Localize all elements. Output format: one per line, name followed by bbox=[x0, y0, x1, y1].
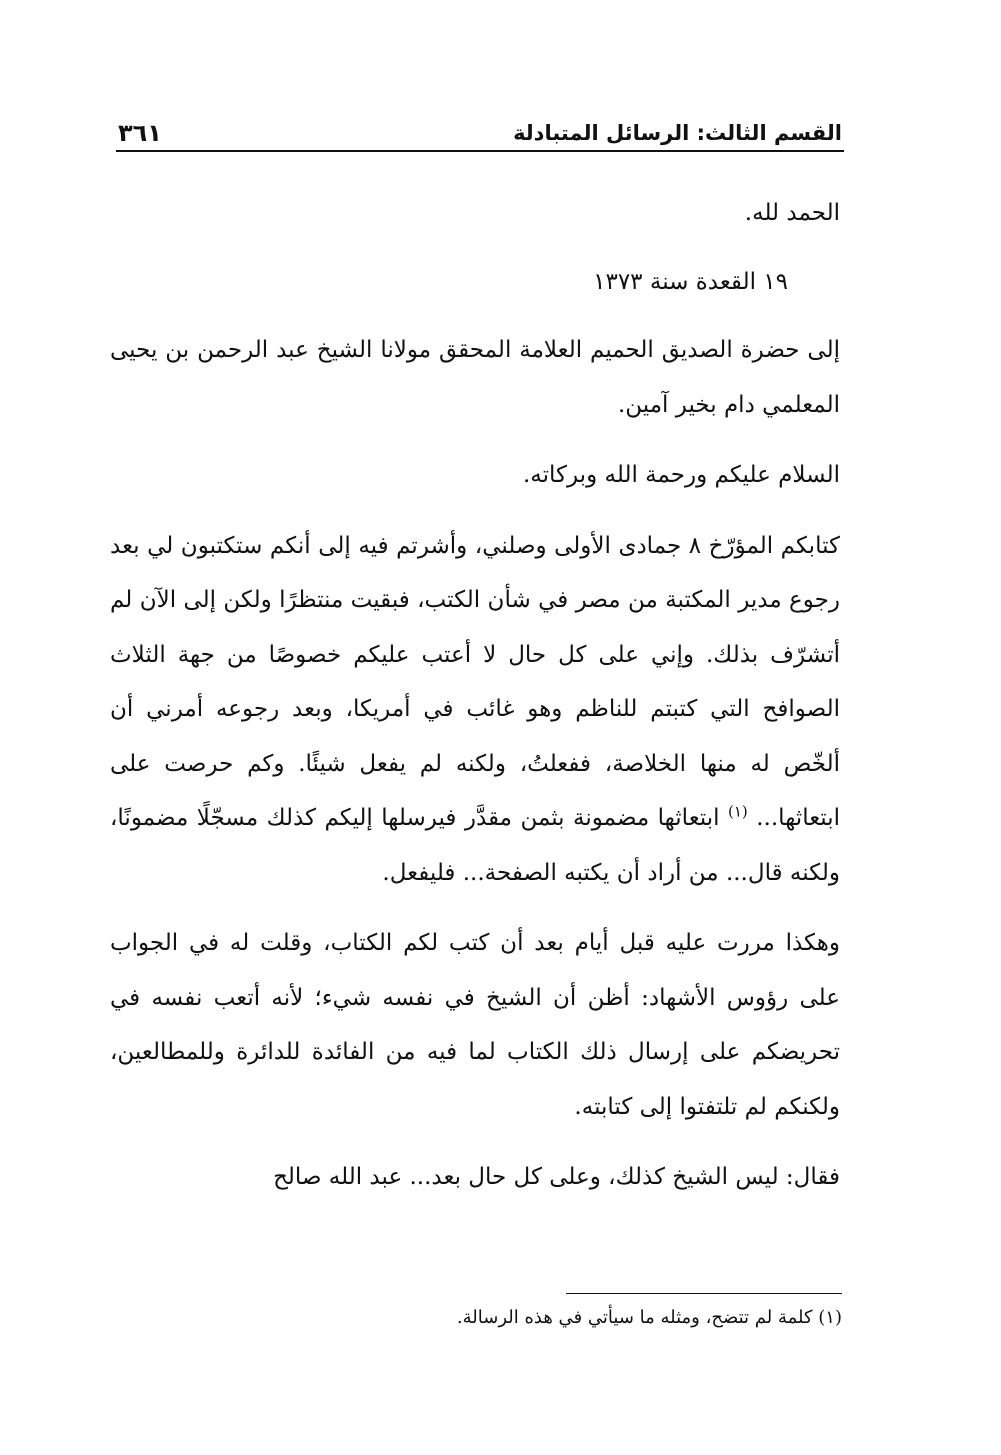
main-paragraph-part-1: كتابكم المؤرّخ ٨ جمادى الأولى وصلني، وأشرتم فيه إلى أنكم ستكتبون لي بعد رجوع مدير المكتبة من مصر في شأن الكتب، فبقيت منتظرًا ولكن إلى الآن لم أتشرّف بذلك. وإني على كل حال لا أعتب عليكم خصوصًا من جهة الثلاث الصوافح التي كتبتم للناظم وهو غائب في أمريكا، وبعد رجوعه أمرني أن ألخّص له منها الخلاصة، ففعلتُ، ولكنه لم يفعل شيئًا. وكم حرصت على ابتعاثها... bbox=[110, 532, 841, 831]
main-paragraph-part-2: ابتعاثها مضمونة بثمن مقدَّر فيرسلها إليكم كذلك مسجّلًا مضمونًا، ولكنه قال... من أراد أن يكتبه الصفحة... فليفعل. bbox=[110, 805, 840, 886]
closing-paragraph: فقال: ليس الشيخ كذلك، وعلى كل حال بعد... عبد الله صالح bbox=[273, 1164, 840, 1190]
page-header bbox=[118, 116, 842, 150]
greeting-paragraph: السلام عليكم ورحمة الله وبركاته. bbox=[522, 462, 840, 488]
footnote-reference: (١) bbox=[728, 802, 748, 821]
footnote: (١) كلمة لم تتضح، ومثله ما سيأتي في هذه الرسالة. bbox=[456, 1307, 842, 1328]
footnote-rule bbox=[566, 1293, 842, 1294]
addressee-paragraph: إلى حضرة الصديق الحميم العلامة المحقق مولانا الشيخ عبد الرحمن بن يحيى المعلمي دام بخير آمين. bbox=[110, 337, 840, 418]
letter-body bbox=[110, 186, 840, 1205]
running-title: القسم الثالث: الرسائل المتبادلة bbox=[513, 121, 842, 145]
opening-praise: الحمد لله. bbox=[744, 200, 840, 226]
second-paragraph: وهكذا مررت عليه قبل أيام بعد أن كتب لكم الكتاب، وقلت له في الجواب على رؤوس الأشهاد: أظن أن الشيخ في نفسه شيء؛ لأنه أتعب نفسه في تحريضكم على إرسال ذلك الكتاب لما فيه من الفائدة للدائرة وللمطالعين، ولكنكم لم تلتفتوا إلى كتابته. bbox=[110, 930, 840, 1120]
header-rule bbox=[116, 150, 844, 152]
main-paragraph bbox=[110, 519, 840, 901]
letter-date: ١٩ القعدة سنة ١٣٧٣ bbox=[593, 268, 788, 295]
page-number: ٣٦١ bbox=[118, 119, 162, 147]
